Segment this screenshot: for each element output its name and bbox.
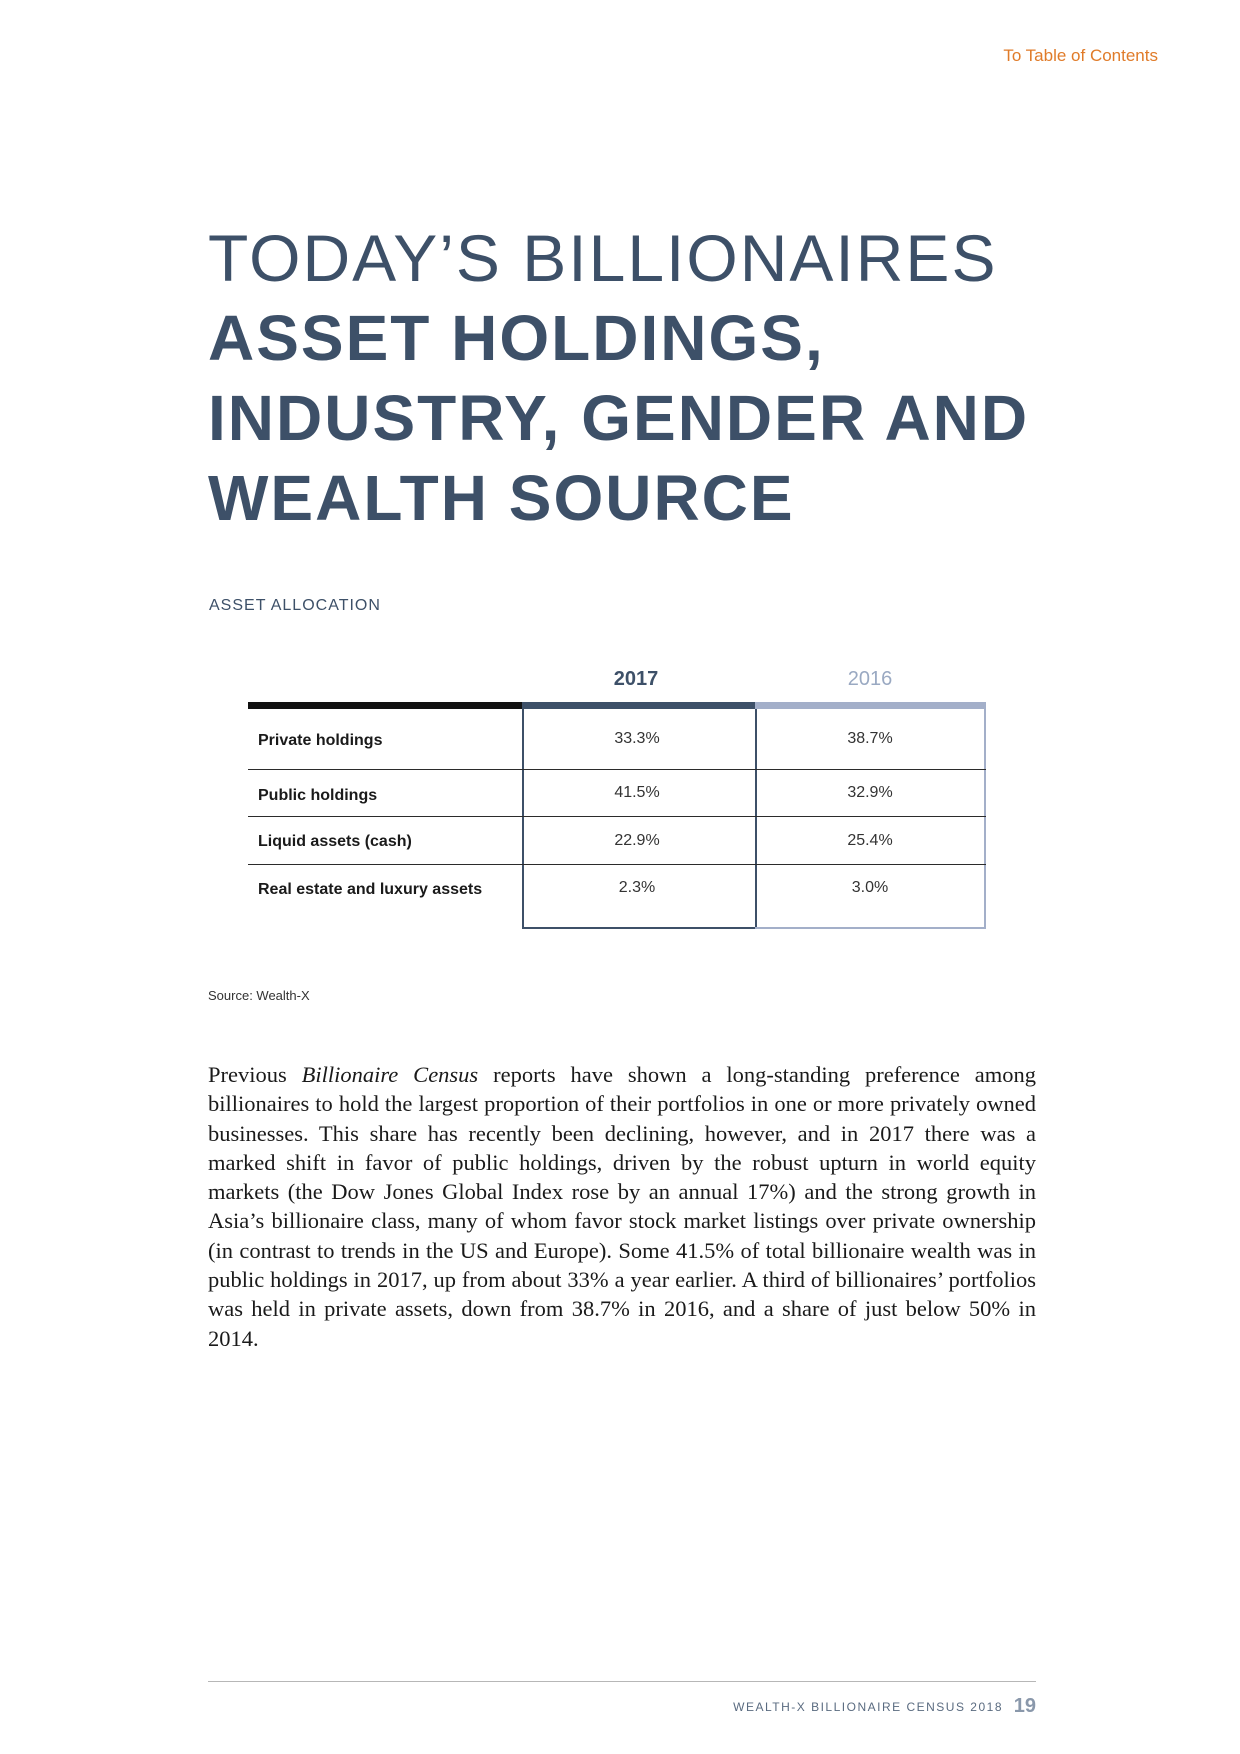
- cell-2016: 32.9%: [847, 784, 893, 801]
- row-label: Liquid assets (cash): [258, 833, 412, 850]
- cell-2016: 38.7%: [847, 730, 893, 747]
- source-note: Source: Wealth-X: [208, 988, 310, 1003]
- body-prefix: Previous: [208, 1062, 302, 1087]
- footer-divider: [208, 1681, 1036, 1682]
- row-label: Public holdings: [258, 787, 378, 804]
- page-number: 19: [1013, 1695, 1036, 1717]
- page-title: [208, 218, 1029, 538]
- section-heading: ASSET ALLOCATION: [209, 597, 381, 614]
- column-header-2017: 2017: [613, 668, 659, 690]
- table-row: [248, 817, 986, 865]
- cell-2017: 2.3%: [618, 879, 656, 896]
- table-body: [248, 709, 986, 925]
- row-label: Private holdings: [258, 732, 383, 749]
- publication-title: Billionaire Census: [301, 1062, 479, 1087]
- cell-2016: 25.4%: [847, 832, 893, 849]
- table-row: [248, 865, 986, 925]
- cell-2017: 22.9%: [614, 832, 660, 849]
- title-line-2: ASSET HOLDINGS,: [208, 302, 825, 374]
- table-rule-2017: [522, 702, 755, 709]
- table-rule-2016: [755, 702, 986, 709]
- cell-2017: 41.5%: [614, 784, 660, 801]
- column-header-2016: 2016: [847, 668, 893, 690]
- table-of-contents-link[interactable]: To Table of Contents: [1003, 46, 1158, 65]
- row-label: Real estate and luxury assets: [258, 881, 483, 898]
- table-rule-labels: [248, 702, 522, 709]
- body-paragraph: [208, 1060, 1036, 1353]
- footer-publication: WEALTH-X BILLIONAIRE CENSUS 2018: [733, 1700, 1003, 1714]
- title-line-1: TODAY’S BILLIONAIRES: [208, 221, 998, 295]
- table-row: [248, 709, 986, 770]
- table-row: [248, 770, 986, 817]
- body-text: reports have shown a long-standing preference among billionaires to hold the largest proportion of their portfolios in one or more privately owned businesses. This share has recently been declining, however, and in 2017 there was a marked shift in favor of public holdings, driven by the robust upturn in world equity markets (the Dow Jones Global Index rose by an annual 17%) and the strong growth in Asia’s billionaire class, many of whom favor stock market listings over private ownership (in contrast to trends in the US and Europe). Some 41.5% of total billionaire wealth was in public holdings in 2017, up from about 33% a year earlier. A third of billionaires’ portfolios was held in private assets, down from 38.7% in 2016, and a share of just below 50% in 2014.: [208, 1062, 1036, 1351]
- cell-2017: 33.3%: [614, 730, 660, 747]
- cell-2016: 3.0%: [851, 879, 889, 896]
- title-line-4: WEALTH SOURCE: [208, 462, 795, 534]
- title-line-3: INDUSTRY, GENDER AND: [208, 382, 1030, 454]
